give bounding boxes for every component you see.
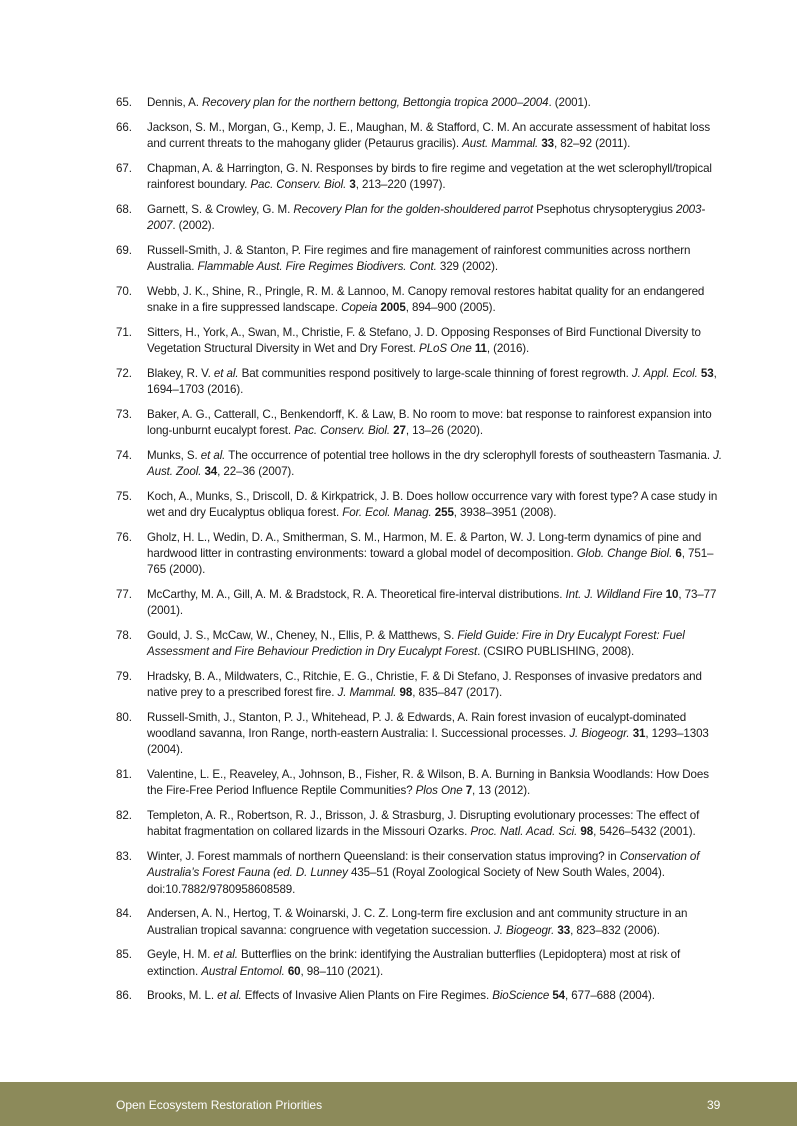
reference-segment: , 823–832 (2006). (570, 923, 660, 937)
reference-item (116, 284, 726, 316)
reference-segment: Bat communities respond positively to large-scale thinning of forest regrowth. (238, 366, 632, 380)
reference-volume: 98 (399, 686, 413, 700)
reference-volume: 11 (474, 342, 487, 355)
reference-text (147, 531, 713, 576)
reference-text (147, 367, 717, 396)
reference-item (116, 669, 726, 701)
reference-text (147, 907, 687, 936)
reference-number: 65. (116, 96, 132, 109)
reference-segment: , 213–220 (1997). (355, 178, 446, 191)
reference-volume: 255 (434, 506, 454, 519)
reference-segment: , 22–36 (2007). (217, 465, 295, 478)
reference-number: 75. (116, 489, 132, 503)
reference-text (147, 490, 717, 519)
reference-italic-segment: J. Biogeogr. (494, 923, 555, 937)
reference-number: 66. (116, 120, 132, 134)
reference-item (116, 849, 726, 898)
reference-number: 77. (116, 588, 132, 601)
reference-item (116, 448, 726, 480)
reference-segment: 435–51 (Royal Zoological Society of New South Wales, 2004). doi:10.7882/9780958608589. (147, 866, 665, 896)
reference-item (116, 120, 726, 152)
reference-number: 73. (116, 407, 132, 421)
reference-italic-segment: BioScience (492, 989, 550, 1003)
reference-item (116, 407, 726, 439)
page-footer (0, 1082, 797, 1126)
reference-text (147, 948, 680, 977)
reference-text (147, 449, 722, 478)
reference-italic-segment: 2003-2007 (147, 202, 706, 232)
reference-segment: , 73–77 (2001). (147, 588, 717, 618)
reference-volume: 33 (541, 137, 555, 150)
reference-number: 85. (116, 948, 132, 962)
reference-segment: , (2016). (486, 342, 530, 355)
reference-segment: Baker, A. G., Catterall, C., Benkendorff, K. & Law, B. No room to move: bat response to rainforest expansion into long-unburnt eucalypt forest. (147, 407, 712, 437)
reference-italic-segment: Recovery Plan for the golden-shouldered parrot (293, 202, 534, 216)
reference-number: 68. (116, 202, 132, 216)
reference-italic-segment: J. Appl. Ecol. (631, 366, 698, 380)
reference-italic-segment: Glob. Change Biol. (576, 547, 673, 560)
reference-italic-segment: Austral Entomol. (201, 964, 285, 978)
reference-segment: Webb, J. K., Shine, R., Pringle, R. M. & Lannoo, M. Canopy removal restores habitat quality for an endangered snake in a fire suppressed landscape. (147, 284, 705, 314)
reference-number: 72. (116, 366, 132, 380)
reference-segment: , 1293–1303 (2004). (147, 727, 709, 757)
reference-number: 84. (116, 907, 132, 921)
reference-segment: , 3938–3951 (2008). (453, 506, 557, 519)
reference-number: 83. (116, 850, 132, 864)
reference-segment: Russell-Smith, J. & Stanton, P. Fire regimes and fire management of rainforest communities across northern Australia. (147, 243, 691, 273)
reference-volume: 53 (700, 366, 714, 380)
reference-segment: Blakey, R. V. (147, 366, 214, 380)
reference-italic-segment: et al. (217, 989, 242, 1003)
reference-italic-segment: Int. J. Wildland Fire (565, 588, 663, 601)
reference-segment: Gould, J. S., McCaw, W., Cheney, N., Ellis, P. & Matthews, S. (147, 629, 458, 642)
reference-item (116, 947, 726, 979)
reference-text (147, 670, 702, 699)
reference-text (147, 285, 704, 314)
reference-italic-segment: Field Guide: Fire in Dry Eucalypt Forest: Fuel Assessment and Fire Behaviour Prediction in Dry Eucalypt Forest (147, 629, 685, 659)
reference-italic-segment: Plos One (415, 784, 463, 798)
reference-segment: Munks, S. (147, 448, 201, 462)
reference-text (147, 989, 655, 1002)
reference-text (147, 326, 701, 355)
reference-segment: , 82–92 (2011). (554, 137, 631, 150)
reference-segment: Valentine, L. E., Reaveley, A., Johnson, B., Fisher, R. & Wilson, B. A. Burning in Banksia Woodlands: How Does the Fire-Free Period Influence Reptile Communities? (147, 768, 709, 798)
reference-volume: 3 (349, 178, 356, 191)
reference-segment: , 13 (2012). (472, 784, 531, 798)
reference-italic-segment: Pac. Conserv. Biol. (250, 178, 347, 191)
reference-text (147, 711, 709, 756)
reference-volume: 6 (675, 547, 682, 560)
reference-italic-segment: J. Biogeogr. (569, 727, 630, 741)
footer-title: Open Ecosystem Restoration Priorities (116, 1098, 323, 1112)
reference-text (147, 408, 712, 437)
reference-number: 82. (116, 809, 132, 823)
reference-segment: Koch, A., Munks, S., Driscoll, D. & Kirkpatrick, J. B. Does hollow occurrence vary with forest type? A case study in wet and dry Eucalyptus obliqua forest. (147, 489, 718, 519)
reference-item (116, 628, 726, 660)
reference-segment: . (2002). (172, 219, 215, 232)
reference-volume: 54 (552, 989, 566, 1003)
reference-segment: Hradsky, B. A., Mildwaters, C., Ritchie, E. G., Christie, F. & Di Stefano, J. Responses of invasive predators and native prey to a prescribed forest fire. (147, 670, 702, 700)
reference-item (116, 489, 726, 521)
reference-segment: Sitters, H., York, A., Swan, M., Christie, F. & Stefano, J. D. Opposing Responses of Bird Functional Diversity to Vegetation Structural Diversity in Wet and Dry Forest. (147, 325, 701, 355)
reference-segment: Geyle, H. M. (147, 948, 214, 962)
reference-italic-segment: Copeia (341, 301, 378, 314)
reference-item (116, 161, 726, 193)
reference-volume: 98 (580, 825, 594, 839)
reference-text (147, 162, 712, 191)
reference-number: 67. (116, 161, 132, 175)
reference-segment: Psephotus chrysopterygius (533, 202, 676, 216)
reference-segment: Gholz, H. L., Wedin, D. A., Smitherman, S. M., Harmon, M. E. & Parton, W. J. Long-term dynamics of pine and hardwood litter in contrasting environments: toward a global model of decomposition. (147, 530, 702, 560)
reference-number: 86. (116, 989, 132, 1003)
reference-item (116, 767, 726, 799)
reference-segment: , 13–26 (2020). (405, 424, 483, 437)
reference-item (116, 906, 726, 938)
reference-volume: 31 (632, 727, 646, 741)
reference-item (116, 366, 726, 398)
reference-italic-segment: Flammable Aust. Fire Regimes Biodivers. Cont. (197, 260, 437, 273)
reference-item (116, 243, 726, 275)
reference-segment: Garnett, S. & Crowley, G. M. (147, 202, 294, 216)
reference-segment: Jackson, S. M., Morgan, G., Kemp, J. E., Maughan, M. & Stafford, C. M. An accurate assessment of habitat loss and current threats to the mahogany glider (Petaurus gracilis). (147, 120, 711, 150)
reference-text (147, 203, 705, 232)
reference-volume: 7 (465, 784, 473, 798)
reference-volume: 33 (557, 923, 571, 937)
reference-segment: McCarthy, M. A., Gill, A. M. & Bradstock, R. A. Theoretical fire-interval distributions. (147, 588, 566, 601)
reference-segment: . (2001). (548, 96, 591, 109)
reference-item (116, 988, 726, 1004)
reference-text (147, 96, 591, 109)
reference-segment: , 751–765 (2000). (147, 547, 714, 577)
reference-italic-segment: Pac. Conserv. Biol. (294, 424, 390, 437)
reference-number: 70. (116, 284, 132, 298)
reference-italic-segment: Proc. Natl. Acad. Sci. (470, 825, 578, 839)
reference-segment: Dennis, A. (147, 96, 202, 109)
reference-volume: 10 (665, 588, 679, 601)
reference-segment: Templeton, A. R., Robertson, R. J., Brisson, J. & Strasburg, J. Disrupting evolutionary processes: The effect of habitat fragmentation on collared lizards in the Missouri Ozarks. (147, 809, 700, 839)
reference-italic-segment: PLoS One (419, 342, 472, 355)
reference-text (147, 121, 710, 150)
reference-text (147, 768, 709, 797)
reference-segment: Russell-Smith, J., Stanton, P. J., Whitehead, P. J. & Edwards, A. Rain forest invasion of eucalypt-dominated woodland savanna, Iron Range, north-eastern Australia: I. Successional processes. (147, 711, 687, 741)
reference-segment: , 894–900 (2005). (405, 301, 496, 314)
reference-segment: , 98–110 (2021). (300, 964, 384, 978)
reference-volume: 60 (287, 964, 301, 978)
reference-italic-segment: Conservation of Australia’s Forest Fauna (ed. D. Lunney (147, 850, 700, 880)
reference-item (116, 325, 726, 357)
reference-segment: Andersen, A. N., Hertog, T. & Woinarski, J. C. Z. Long-term fire exclusion and ant community structure in an Australian tropical savanna: congruence with vegetation succession. (147, 907, 688, 937)
reference-volume: 2005 (380, 301, 406, 314)
reference-number: 71. (116, 325, 132, 339)
reference-italic-segment: J. Aust. Zool. (147, 448, 722, 478)
reference-number: 80. (116, 711, 132, 724)
reference-segment: , 1694–1703 (2016). (147, 366, 717, 396)
reference-italic-segment: For. Ecol. Manag. (342, 506, 432, 519)
reference-segment: , 5426–5432 (2001). (593, 825, 696, 839)
reference-item (116, 95, 726, 111)
reference-number: 74. (116, 448, 132, 462)
reference-text (147, 629, 685, 658)
reference-number: 78. (116, 629, 132, 642)
reference-italic-segment: et al. (213, 948, 238, 962)
reference-number: 81. (116, 768, 132, 782)
reference-text (147, 588, 716, 617)
reference-segment: , 677–688 (2004). (565, 989, 655, 1003)
reference-item (116, 710, 726, 759)
reference-italic-segment: Aust. Mammal. (462, 137, 539, 150)
reference-volume: 34 (204, 465, 218, 478)
page-number: 39 (707, 1098, 721, 1112)
reference-segment: Brooks, M. L. (147, 989, 218, 1003)
reference-segment: Butterflies on the brink: identifying the Australian butterflies (Lepidoptera) most at risk of extinction. (147, 948, 681, 978)
reference-segment: Winter, J. Forest mammals of northern Queensland: is their conservation status improving? in (147, 850, 620, 864)
reference-segment: 329 (2002). (436, 260, 499, 273)
reference-italic-segment: J. Mammal. (337, 686, 397, 700)
reference-number: 76. (116, 530, 132, 544)
reference-segment: Chapman, A. & Harrington, G. N. Responses by birds to fire regime and vegetation at the wet sclerophyll/tropical rainforest boundary. (147, 161, 712, 191)
reference-item (116, 202, 726, 234)
reference-text (147, 244, 690, 273)
reference-segment: The occurrence of potential tree hollows in the dry sclerophyll forests of southeastern Tasmania. (225, 448, 714, 462)
reference-number: 69. (116, 243, 132, 257)
reference-item (116, 530, 726, 579)
reference-text (147, 850, 699, 895)
reference-segment: Effects of Invasive Alien Plants on Fire Regimes. (241, 989, 493, 1003)
reference-italic-segment: et al. (200, 448, 226, 462)
reference-number: 79. (116, 670, 132, 683)
reference-italic-segment: et al. (213, 366, 239, 380)
reference-item (116, 587, 726, 619)
reference-italic-segment: Recovery plan for the northern bettong, Bettongia tropica 2000–2004 (201, 96, 549, 109)
reference-text (147, 809, 699, 838)
reference-segment: . (CSIRO PUBLISHING, 2008). (477, 645, 635, 659)
reference-list (116, 95, 726, 1013)
reference-segment: , 835–847 (2017). (412, 686, 503, 700)
reference-item (116, 808, 726, 840)
reference-volume: 27 (393, 424, 406, 437)
